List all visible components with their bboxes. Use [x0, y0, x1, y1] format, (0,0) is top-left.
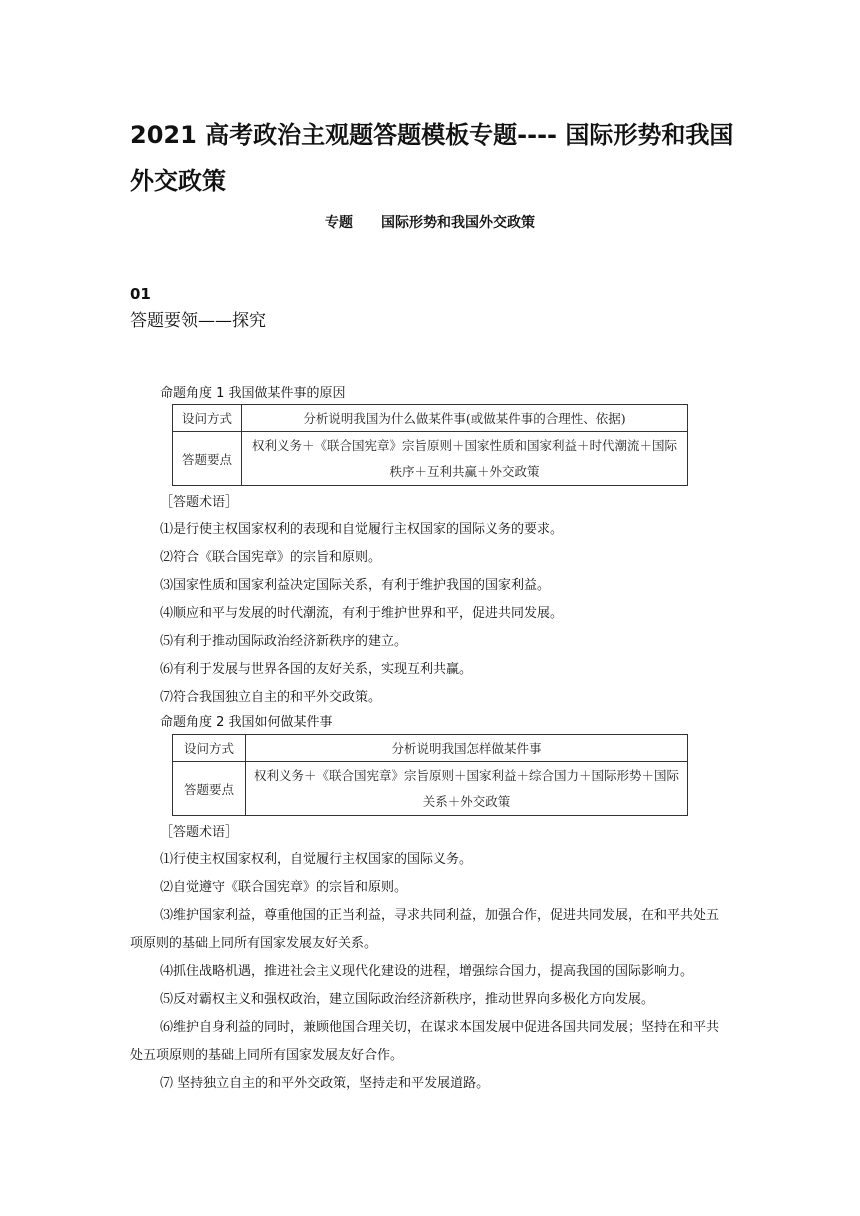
list-item: ⑶国家性质和国家利益决定国际关系，有利于维护我国的国家利益。 — [160, 578, 551, 593]
angle2-table — [172, 734, 688, 816]
document-title: 2021 高考政治主观题答题模板专题---- 国际形势和我国外交政策 — [130, 121, 734, 195]
list-item: ⑹维护自身利益的同时，兼顾他国合理关切，在谋求本国发展中促进各国共同发展；坚持在和平共处五项原则的基础上同所有国家发展友好合作。 — [130, 1020, 720, 1063]
angle2-terms-label: ［答题术语］ — [160, 825, 239, 840]
list-item: ⑶维护国家利益，尊重他国的正当利益，寻求共同利益，加强合作，促进共同发展，在和平共处五项原则的基础上同所有国家发展友好关系。 — [130, 908, 720, 951]
subtitle — [0, 212, 860, 234]
angle1-terms-label: ［答题术语］ — [160, 495, 239, 510]
list-item: ⑺ 坚持独立自主的和平外交政策，坚持走和平发展道路。 — [160, 1076, 490, 1091]
list-item: ⑷抓住战略机遇，推进社会主义现代化建设的进程，增强综合国力，提高我国的国际影响力。 — [160, 964, 694, 979]
list-item: ⑵符合《联合国宪章》的宗旨和原则。 — [160, 550, 382, 565]
list-item: ⑴是行使主权国家权利的表现和自觉履行主权国家的国际义务的要求。 — [160, 522, 564, 537]
angle2-points-label: 答题要点 — [173, 762, 246, 816]
list-item: ⑹有利于发展与世界各国的友好关系，实现互利共赢。 — [160, 662, 473, 677]
subtitle-topic-label: 专题 — [325, 215, 353, 231]
list-item: ⑸反对霸权主义和强权政治，建立国际政治经济新秩序，推动世界向多极化方向发展。 — [160, 992, 655, 1007]
subtitle-topic-name: 国际形势和我国外交政策 — [381, 215, 535, 231]
list-item: ⑴行使主权国家权利，自觉履行主权国家的国际义务。 — [160, 852, 473, 867]
angle1-table — [172, 404, 688, 486]
list-item: ⑺符合我国独立自主的和平外交政策。 — [160, 690, 382, 705]
angle1-terms-list — [160, 516, 740, 712]
angle2-question-label: 设问方式 — [173, 735, 246, 762]
list-item: ⑷顺应和平与发展的时代潮流，有利于维护世界和平，促进共同发展。 — [160, 606, 564, 621]
angle1-heading: 命题角度 1 我国做某件事的原因 — [160, 386, 346, 401]
angle1-question-value: 分析说明我国为什么做某件事(或做某件事的合理性、依据) — [242, 405, 688, 432]
angle1-points-value: 权利义务＋《联合国宪章》宗旨原则＋国家性质和国家利益＋时代潮流＋国际秩序＋互利共赢＋外交政策 — [242, 432, 688, 486]
list-item: ⑸有利于推动国际政治经济新秩序的建立。 — [160, 634, 408, 649]
section-title: 答题要领——探究 — [130, 311, 266, 331]
section-number: 01 — [130, 285, 151, 303]
angle2-terms-list — [130, 846, 730, 1098]
angle2-points-value: 权利义务＋《联合国宪章》宗旨原则＋国家利益＋综合国力＋国际形势＋国际关系＋外交政策 — [246, 762, 688, 816]
angle1-question-label: 设问方式 — [173, 405, 242, 432]
list-item: ⑵自觉遵守《联合国宪章》的宗旨和原则。 — [160, 880, 408, 895]
angle1-points-label: 答题要点 — [173, 432, 242, 486]
angle2-heading: 命题角度 2 我国如何做某件事 — [160, 715, 333, 730]
angle2-question-value: 分析说明我国怎样做某件事 — [246, 735, 688, 762]
